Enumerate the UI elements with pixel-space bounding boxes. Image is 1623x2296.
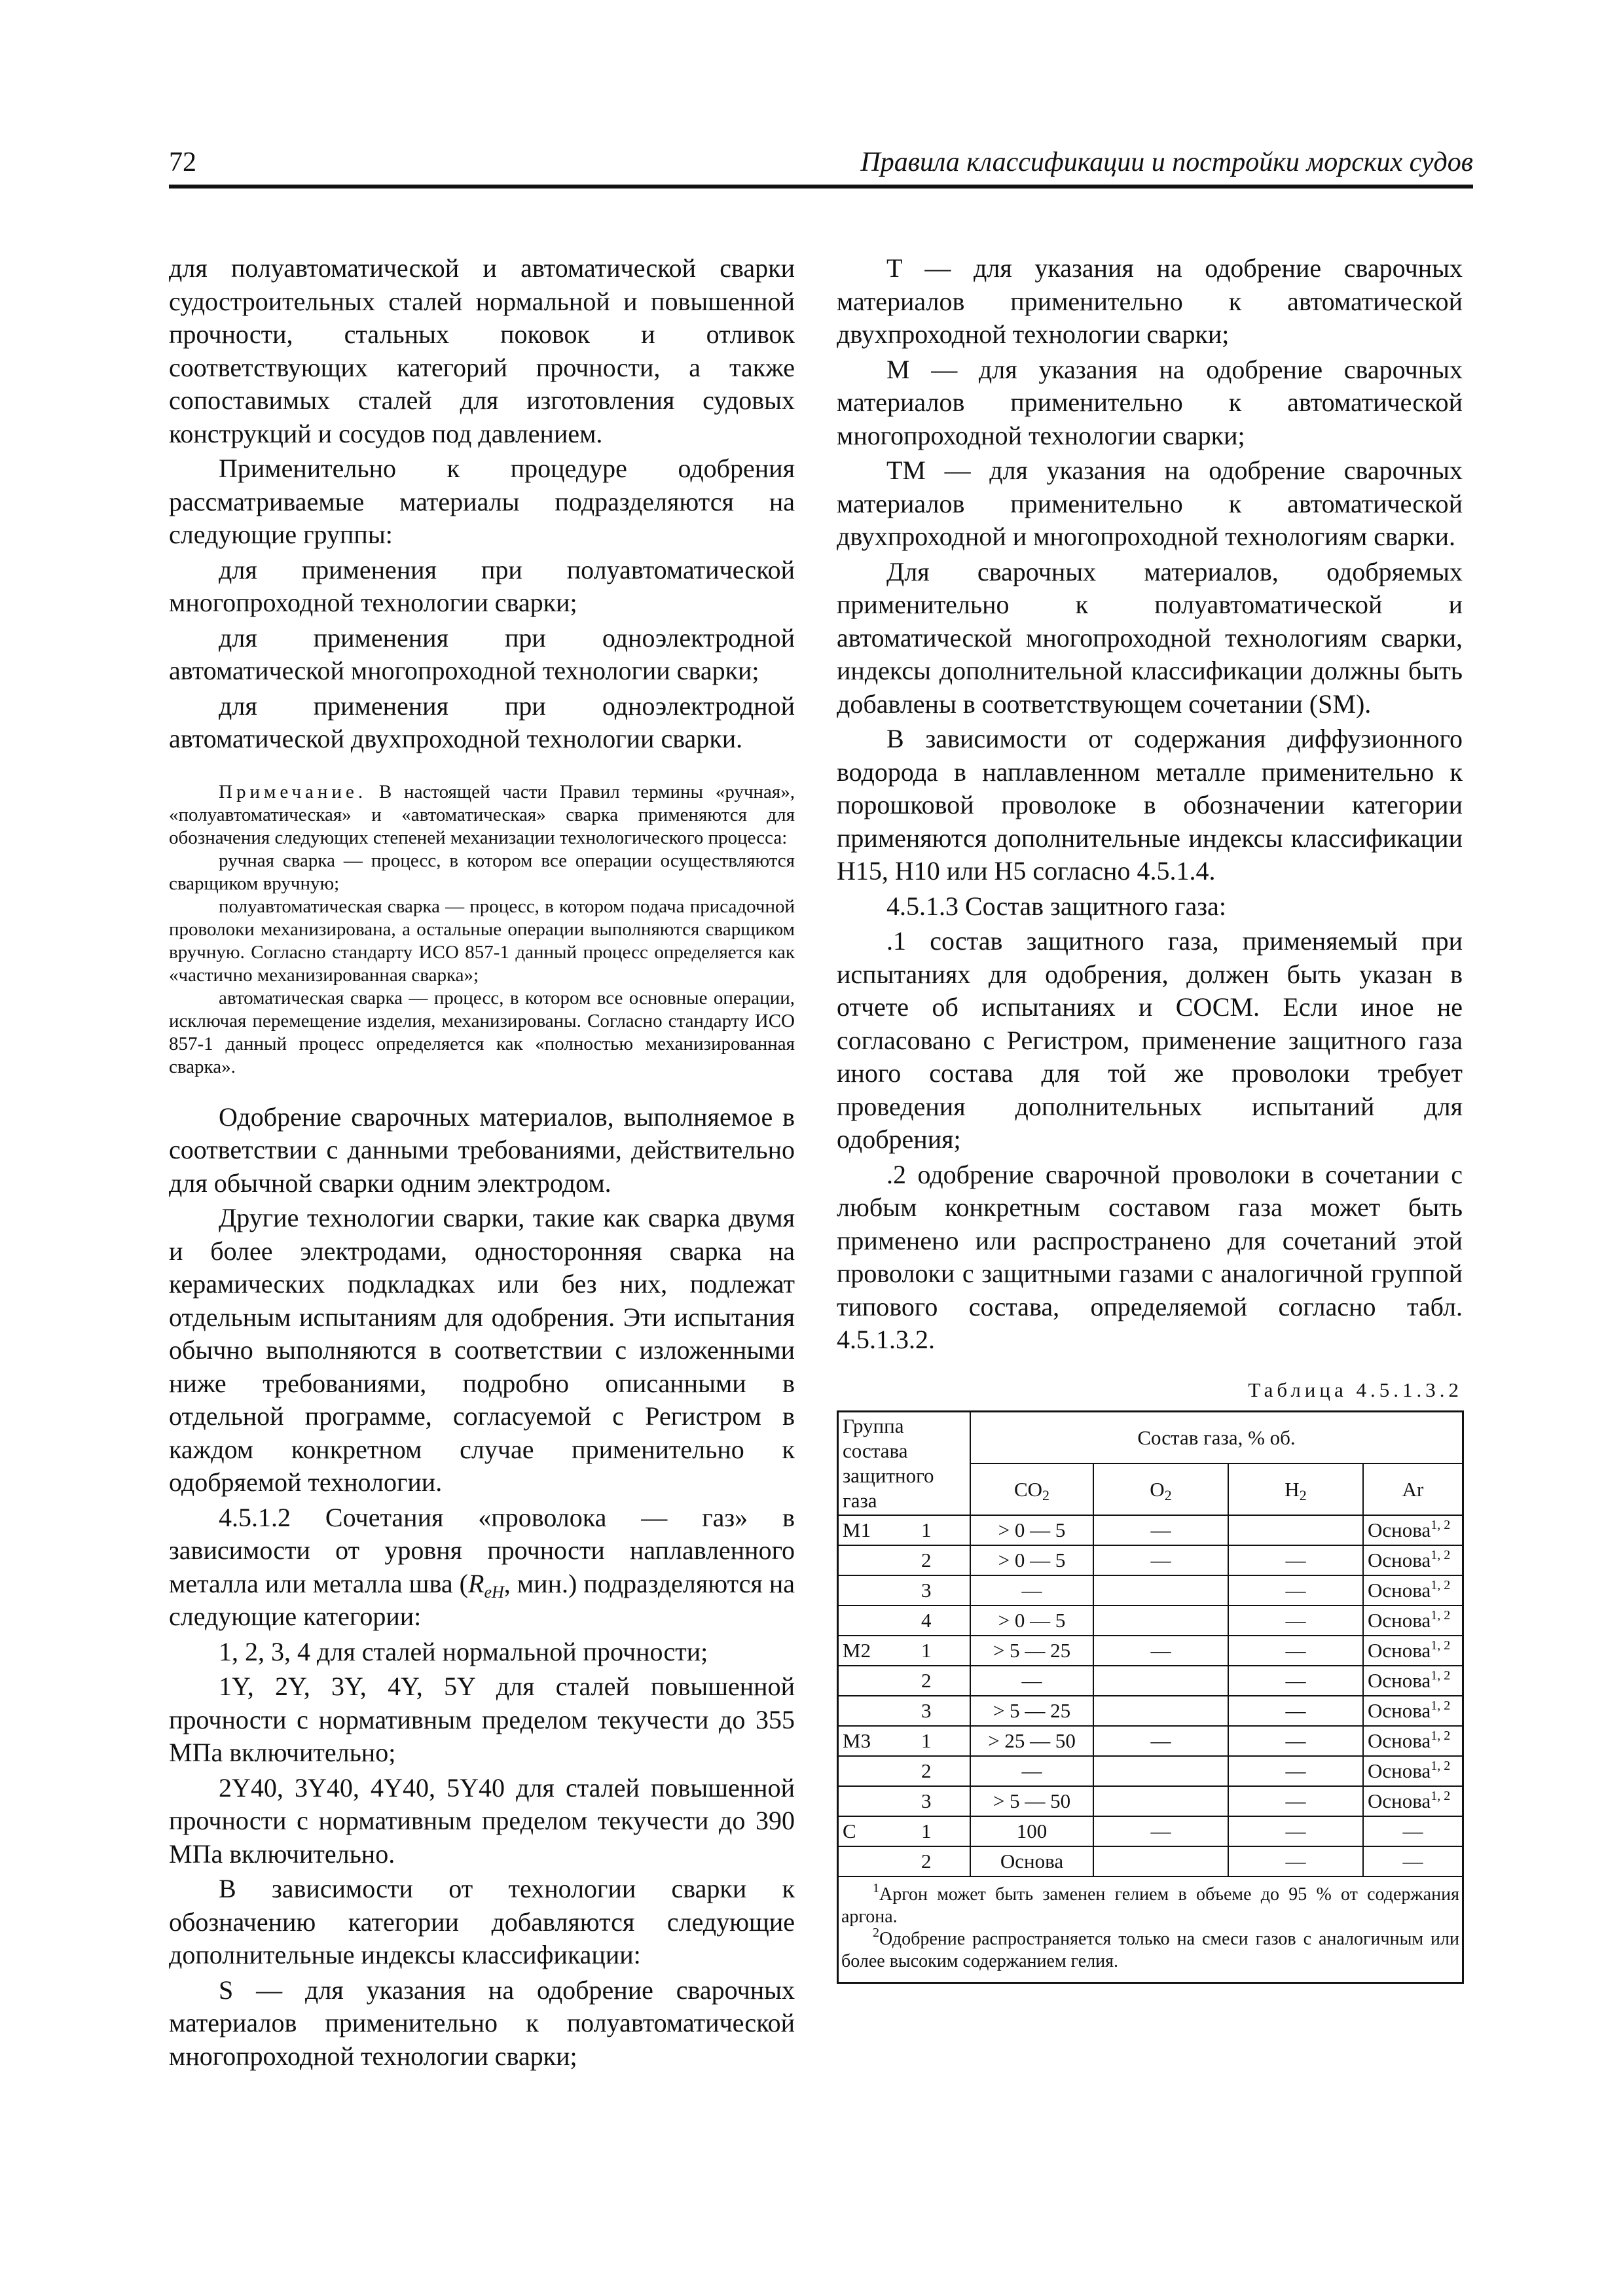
co2-value: — xyxy=(970,1666,1093,1696)
co2-value: > 5 — 50 xyxy=(970,1786,1093,1816)
paragraph: 4.5.1.2 Сочетания «проволока — газ» в зависимости от уровня прочности наплавленного металла или металла шва ($R_{eH}$, мин.) подразделяются на следующие категории: xyxy=(169,1502,795,1631)
co2-value: 100 xyxy=(970,1816,1093,1846)
paragraph: Для сварочных материалов, одобряемых применительно к полуавтоматической и автоматической многопроходной технологиям сварки, индексы дополнительной классификации должны быть добавлены в соответствующем сочетании (SM). xyxy=(837,556,1463,719)
h2-value: — xyxy=(1228,1545,1363,1575)
paragraph: 1Y, 2Y, 3Y, 4Y, 5Y для сталей повышенной прочности с нормативным пределом текучести до 355 МПа включительно; xyxy=(169,1672,795,1767)
header-ar: Ar xyxy=(1363,1463,1463,1515)
co2-value: Основа xyxy=(970,1846,1093,1876)
group-name xyxy=(838,1575,909,1605)
row-number: 3 xyxy=(908,1575,970,1605)
paragraph: для применения при одноэлектродной автоматической многопроходной технологии сварки; xyxy=(169,622,795,685)
o2-value xyxy=(1093,1846,1228,1876)
row-number: 1 xyxy=(908,1515,970,1545)
group-name: M2 xyxy=(838,1636,909,1666)
h2-value: — xyxy=(1228,1846,1363,1876)
o2-value xyxy=(1093,1756,1228,1786)
ar-value: Основа$^{1, 2}$ xyxy=(1363,1515,1463,1545)
ar-value: Основа$^{1, 2}$ xyxy=(1363,1575,1463,1605)
left-column xyxy=(169,252,795,2073)
group-name xyxy=(838,1696,909,1726)
paragraph: В зависимости от содержания диффузионного водорода в наплавленном металле применительно к порошковой проволоке в обозначении категории применяются дополнительные индексы классификации H15, H10 или H5 согласно 4.5.1.4. xyxy=(837,724,1463,886)
yield-subscript: eH xyxy=(484,1582,504,1602)
table-row xyxy=(838,1846,1463,1876)
ar-value: — xyxy=(1363,1846,1463,1876)
h2-value: — xyxy=(1228,1666,1363,1696)
table-row xyxy=(838,1605,1463,1636)
paragraph: .2 одобрение сварочной проволоки в сочетании с любым конкретным составом газа может быть применено или распространено для сочетаний этой проволоки с защитными газами с аналогичной группой типового состава, определяемой согласно табл. 4.5.1.3.2. xyxy=(837,1159,1463,1354)
header-o2: $O_2$ xyxy=(1093,1463,1228,1515)
row-number: 1 xyxy=(908,1636,970,1666)
yield-symbol: R xyxy=(468,1568,484,1598)
co2-value: > 25 — 50 xyxy=(970,1726,1093,1756)
header-co2: $CO_2$ xyxy=(970,1463,1093,1515)
ar-value: — xyxy=(1363,1816,1463,1846)
page-number: 72 xyxy=(169,147,196,177)
paragraph: Другие технологии сварки, такие как сварка двумя и более электродами, односторонняя сварка на керамических подкладках или без них, подлежат отдельным испытаниям для одобрения. Эти испытания обычно выполняются в соответствии с изложенными ниже требованиями, подробно описанными в отдельной программе, согласуемой с Регистром в каждом конкретном случае применительно к одобряемой технологии. xyxy=(169,1203,795,1497)
co2-value: — xyxy=(970,1756,1093,1786)
paragraph: .1 состав защитного газа, применяемый при испытаниях для одобрения, должен быть указан в отчете об испытаниях и СОСМ. Если иное не согласовано с Регистром, применение защитного газа иного состава для той же проволоки требует проведения дополнительных испытаний для одобрения; xyxy=(837,926,1463,1154)
h2-value: — xyxy=(1228,1575,1363,1605)
table-caption: Таблица 4.5.1.3.2 xyxy=(1248,1378,1463,1401)
paragraph: для применения при одноэлектродной автоматической двухпроходной технологии сварки. xyxy=(169,691,795,753)
note-item: автоматическая сварка — процесс, в котором все основные операции, исключая перемещение изделия, механизированы. Согласно стандарту ИСО 857-1 данный процесс определяется как «полностью механизированная сварка». xyxy=(169,987,795,1077)
ar-value: Основа$^{1, 2}$ xyxy=(1363,1636,1463,1666)
footnote: $^1$Аргон может быть заменен гелием в объеме до 95 % от содержания аргона. xyxy=(841,1881,1459,1927)
table-row xyxy=(838,1515,1463,1545)
table-row xyxy=(838,1756,1463,1786)
o2-value xyxy=(1093,1786,1228,1816)
ar-value: Основа$^{1, 2}$ xyxy=(1363,1605,1463,1636)
table-row xyxy=(838,1545,1463,1575)
group-name xyxy=(838,1846,909,1876)
row-number: 2 xyxy=(908,1846,970,1876)
o2-value: — xyxy=(1093,1636,1228,1666)
ar-value: Основа$^{1, 2}$ xyxy=(1363,1786,1463,1816)
paragraph: для применения при полуавтоматической многопроходной технологии сварки; xyxy=(169,554,795,617)
h2-value: — xyxy=(1228,1605,1363,1636)
paragraph: T — для указания на одобрение сварочных материалов применительно к автоматической двухпроходной технологии сварки; xyxy=(837,253,1463,349)
note-text: В настоящей части Правил термины «ручная», «полуавтоматическая» и «автоматическая» сварка применяются для обозначения следующих степеней механизации технологического процесса: xyxy=(169,781,795,848)
h2-value: — xyxy=(1228,1726,1363,1756)
row-number: 2 xyxy=(908,1756,970,1786)
o2-value xyxy=(1093,1605,1228,1636)
table-footnotes xyxy=(838,1876,1463,1983)
o2-value xyxy=(1093,1696,1228,1726)
h2-value: — xyxy=(1228,1696,1363,1726)
note-label: Примечание. xyxy=(219,781,367,802)
paragraph: Применительно к процедуре одобрения рассматриваемые материалы подразделяются на следующие группы: xyxy=(169,454,795,549)
note-item: ручная сварка — процесс, в котором все операции осуществляются сварщиком вручную; xyxy=(169,850,795,894)
header-h2: $H_2$ xyxy=(1228,1463,1363,1515)
co2-value: > 0 — 5 xyxy=(970,1515,1093,1545)
o2-value xyxy=(1093,1666,1228,1696)
paragraph: M — для указания на одобрение сварочных материалов применительно к автоматической многопроходной технологии сварки; xyxy=(837,354,1463,450)
table-row xyxy=(838,1726,1463,1756)
paragraph: 4.5.1.3 Состав защитного газа: xyxy=(886,891,1226,921)
table-row xyxy=(838,1636,1463,1666)
co2-value: > 5 — 25 xyxy=(970,1636,1093,1666)
page-header xyxy=(169,143,1473,188)
paragraph: S — для указания на одобрение сварочных материалов применительно к полуавтоматической многопроходной технологии сварки; xyxy=(169,1975,795,2071)
h2-value: — xyxy=(1228,1636,1363,1666)
row-number: 3 xyxy=(908,1696,970,1726)
note-block xyxy=(169,781,795,1079)
group-name xyxy=(838,1786,909,1816)
group-name xyxy=(838,1545,909,1575)
h2-value: — xyxy=(1228,1786,1363,1816)
paragraph: 1, 2, 3, 4 для сталей нормальной прочности; xyxy=(219,1636,708,1666)
row-number: 2 xyxy=(908,1545,970,1575)
running-title: Правила классификации и постройки морских судов xyxy=(860,147,1473,177)
ar-value: Основа$^{1, 2}$ xyxy=(1363,1666,1463,1696)
paragraph: 2Y40, 3Y40, 4Y40, 5Y40 для сталей повышенной прочности с нормативным пределом текучести до 390 МПа включительно. xyxy=(169,1772,795,1869)
table-row xyxy=(838,1696,1463,1726)
co2-value: — xyxy=(970,1575,1093,1605)
header-group: Группа состава защитного газа xyxy=(838,1412,971,1516)
paragraph: Одобрение сварочных материалов, выполняемое в соответствии с данными требованиями, действительно для обычной сварки одним электродом. xyxy=(169,1102,795,1198)
ar-value: Основа$^{1, 2}$ xyxy=(1363,1756,1463,1786)
ar-value: Основа$^{1, 2}$ xyxy=(1363,1726,1463,1756)
ar-value: Основа$^{1, 2}$ xyxy=(1363,1696,1463,1726)
o2-value xyxy=(1093,1575,1228,1605)
table-row xyxy=(838,1816,1463,1846)
row-number: 1 xyxy=(908,1816,970,1846)
h2-value: — xyxy=(1228,1816,1363,1846)
h2-value xyxy=(1228,1515,1363,1545)
table-group xyxy=(838,1816,1463,1876)
table-group xyxy=(838,1515,1463,1636)
paragraph: TM — для указания на одобрение сварочных материалов применительно к автоматической двухпроходной и многопроходной технологиям сварки. xyxy=(837,456,1463,551)
row-number: 4 xyxy=(908,1605,970,1636)
row-number: 3 xyxy=(908,1786,970,1816)
ar-value: Основа$^{1, 2}$ xyxy=(1363,1545,1463,1575)
row-number: 1 xyxy=(908,1726,970,1756)
h2-value: — xyxy=(1228,1756,1363,1786)
co2-value: > 5 — 25 xyxy=(970,1696,1093,1726)
co2-value: > 0 — 5 xyxy=(970,1545,1093,1575)
table-row xyxy=(838,1575,1463,1605)
o2-value: — xyxy=(1093,1816,1228,1846)
table-row xyxy=(838,1786,1463,1816)
co2-value: > 0 — 5 xyxy=(970,1605,1093,1636)
o2-value: — xyxy=(1093,1545,1228,1575)
o2-value: — xyxy=(1093,1726,1228,1756)
group-name: M1 xyxy=(838,1515,909,1545)
footnote: $^2$Одобрение распространяется только на смеси газов с аналогичным или более высоким содержанием гелия. xyxy=(841,1926,1459,1971)
o2-value: — xyxy=(1093,1515,1228,1545)
group-name xyxy=(838,1666,909,1696)
table-group xyxy=(838,1636,1463,1726)
table-group xyxy=(838,1726,1463,1816)
right-column xyxy=(837,252,1463,1984)
table-row xyxy=(838,1666,1463,1696)
gas-composition-table xyxy=(837,1410,1464,1984)
group-name: M3 xyxy=(838,1726,909,1756)
group-name xyxy=(838,1605,909,1636)
group-name: C xyxy=(838,1816,909,1846)
header-composition: Состав газа, % об. xyxy=(970,1412,1463,1464)
paragraph: для полуавтоматической и автоматической сварки судостроительных сталей нормальной и повышенной прочности, стальных поковок и отливок соответствующих категорий прочности, а также сопоставимых сталей для изготовления судовых конструкций и сосудов под давлением. xyxy=(169,253,795,448)
row-number: 2 xyxy=(908,1666,970,1696)
paragraph: В зависимости от технологии сварки к обозначению категории добавляются следующие дополнительные индексы классификации: xyxy=(169,1874,795,1969)
group-name xyxy=(838,1756,909,1786)
note-item: полуавтоматическая сварка — процесс, в котором подача присадочной проволоки механизирована, а остальные операции выполняются сварщиком вручную. Согласно стандарту ИСО 857-1 данный процесс определяется как «частично механизированная сварка»; xyxy=(169,895,795,986)
